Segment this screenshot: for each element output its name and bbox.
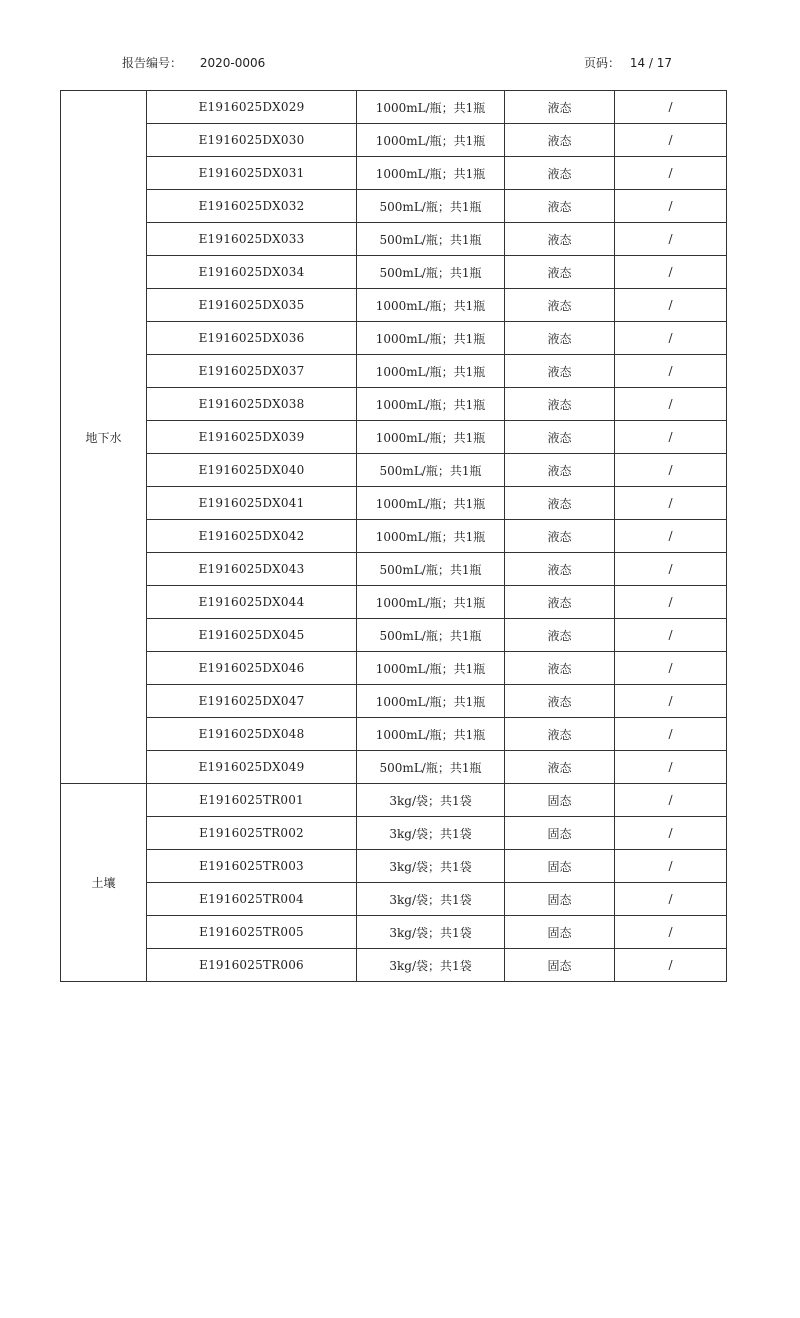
sample-table-body: [61, 91, 727, 982]
sample-quantity-cell: 3kg/袋；共1袋: [357, 883, 505, 916]
sample-remark-cell: /: [615, 256, 727, 289]
sample-state-cell: 液态: [505, 586, 615, 619]
table-row: [61, 190, 727, 223]
sample-remark-cell: /: [615, 487, 727, 520]
sample-code-cell: E1916025DX035: [147, 289, 357, 322]
sample-code-cell: E1916025DX030: [147, 124, 357, 157]
sample-code-cell: E1916025TR001: [147, 784, 357, 817]
table-row: [61, 520, 727, 553]
sample-code-cell: E1916025DX038: [147, 388, 357, 421]
table-row: [61, 751, 727, 784]
table-row: [61, 91, 727, 124]
sample-remark-cell: /: [615, 949, 727, 982]
table-row: [61, 223, 727, 256]
page-number-label: 页码：: [584, 56, 621, 70]
sample-quantity-cell: 1000mL/瓶；共1瓶: [357, 421, 505, 454]
sample-code-cell: E1916025DX036: [147, 322, 357, 355]
table-row: [61, 388, 727, 421]
sample-state-cell: 液态: [505, 256, 615, 289]
sample-remark-cell: /: [615, 718, 727, 751]
sample-state-cell: 固态: [505, 883, 615, 916]
sample-quantity-cell: 500mL/瓶；共1瓶: [357, 751, 505, 784]
table-row: [61, 883, 727, 916]
sample-remark-cell: /: [615, 883, 727, 916]
sample-table: [60, 90, 727, 982]
table-row: [61, 487, 727, 520]
sample-state-cell: 液态: [505, 157, 615, 190]
table-row: [61, 652, 727, 685]
sample-state-cell: 固态: [505, 784, 615, 817]
sample-code-cell: E1916025DX043: [147, 553, 357, 586]
sample-remark-cell: /: [615, 289, 727, 322]
table-row: [61, 553, 727, 586]
sample-code-cell: E1916025DX029: [147, 91, 357, 124]
sample-state-cell: 液态: [505, 718, 615, 751]
table-row: [61, 421, 727, 454]
sample-state-cell: 液态: [505, 553, 615, 586]
sample-quantity-cell: 500mL/瓶；共1瓶: [357, 256, 505, 289]
sample-quantity-cell: 1000mL/瓶；共1瓶: [357, 289, 505, 322]
table-row: [61, 157, 727, 190]
sample-remark-cell: /: [615, 685, 727, 718]
sample-quantity-cell: 500mL/瓶；共1瓶: [357, 619, 505, 652]
report-number-value: 2020-0006: [199, 56, 266, 70]
sample-state-cell: 液态: [505, 322, 615, 355]
sample-state-cell: 固态: [505, 949, 615, 982]
sample-code-cell: E1916025TR002: [147, 817, 357, 850]
sample-remark-cell: /: [615, 91, 727, 124]
sample-category-cell: 地下水: [61, 91, 147, 784]
sample-remark-cell: /: [615, 388, 727, 421]
sample-quantity-cell: 500mL/瓶；共1瓶: [357, 190, 505, 223]
sample-code-cell: E1916025DX042: [147, 520, 357, 553]
sample-quantity-cell: 1000mL/瓶；共1瓶: [357, 652, 505, 685]
table-row: [61, 817, 727, 850]
sample-remark-cell: /: [615, 586, 727, 619]
sample-quantity-cell: 1000mL/瓶；共1瓶: [357, 388, 505, 421]
sample-remark-cell: /: [615, 520, 727, 553]
sample-code-cell: E1916025DX044: [147, 586, 357, 619]
sample-quantity-cell: 1000mL/瓶；共1瓶: [357, 520, 505, 553]
sample-quantity-cell: 500mL/瓶；共1瓶: [357, 553, 505, 586]
sample-code-cell: E1916025DX047: [147, 685, 357, 718]
sample-code-cell: E1916025DX041: [147, 487, 357, 520]
sample-remark-cell: /: [615, 421, 727, 454]
sample-quantity-cell: 1000mL/瓶；共1瓶: [357, 487, 505, 520]
sample-quantity-cell: 3kg/袋；共1袋: [357, 784, 505, 817]
sample-code-cell: E1916025DX049: [147, 751, 357, 784]
table-row: [61, 619, 727, 652]
sample-code-cell: E1916025DX045: [147, 619, 357, 652]
sample-remark-cell: /: [615, 124, 727, 157]
sample-remark-cell: /: [615, 850, 727, 883]
sample-quantity-cell: 1000mL/瓶；共1瓶: [357, 124, 505, 157]
sample-state-cell: 液态: [505, 91, 615, 124]
sample-code-cell: E1916025TR004: [147, 883, 357, 916]
sample-state-cell: 液态: [505, 223, 615, 256]
sample-quantity-cell: 3kg/袋；共1袋: [357, 817, 505, 850]
sample-state-cell: 液态: [505, 619, 615, 652]
sample-quantity-cell: 1000mL/瓶；共1瓶: [357, 91, 505, 124]
sample-code-cell: E1916025TR005: [147, 916, 357, 949]
table-row: [61, 718, 727, 751]
sample-quantity-cell: 1000mL/瓶；共1瓶: [357, 718, 505, 751]
sample-code-cell: E1916025DX048: [147, 718, 357, 751]
report-number-label: 报告编号：: [122, 56, 183, 70]
sample-quantity-cell: 500mL/瓶；共1瓶: [357, 223, 505, 256]
page-number: [584, 54, 672, 71]
table-row: [61, 850, 727, 883]
table-row: [61, 454, 727, 487]
sample-code-cell: E1916025DX039: [147, 421, 357, 454]
sample-code-cell: E1916025DX034: [147, 256, 357, 289]
sample-quantity-cell: 500mL/瓶；共1瓶: [357, 454, 505, 487]
sample-remark-cell: /: [615, 223, 727, 256]
table-row: [61, 124, 727, 157]
table-row: [61, 784, 727, 817]
sample-code-cell: E1916025DX040: [147, 454, 357, 487]
sample-category-cell: 土壤: [61, 784, 147, 982]
sample-quantity-cell: 1000mL/瓶；共1瓶: [357, 157, 505, 190]
table-row: [61, 355, 727, 388]
sample-state-cell: 液态: [505, 355, 615, 388]
sample-remark-cell: /: [615, 652, 727, 685]
sample-remark-cell: /: [615, 784, 727, 817]
sample-code-cell: E1916025DX037: [147, 355, 357, 388]
sample-remark-cell: /: [615, 817, 727, 850]
table-row: [61, 289, 727, 322]
sample-quantity-cell: 3kg/袋；共1袋: [357, 850, 505, 883]
sample-state-cell: 液态: [505, 751, 615, 784]
page-number-value: 14 / 17: [629, 56, 673, 70]
sample-state-cell: 液态: [505, 520, 615, 553]
sample-remark-cell: /: [615, 355, 727, 388]
sample-remark-cell: /: [615, 454, 727, 487]
sample-state-cell: 液态: [505, 454, 615, 487]
sample-code-cell: E1916025DX046: [147, 652, 357, 685]
sample-remark-cell: /: [615, 322, 727, 355]
sample-state-cell: 固态: [505, 916, 615, 949]
sample-state-cell: 固态: [505, 817, 615, 850]
sample-state-cell: 液态: [505, 124, 615, 157]
sample-code-cell: E1916025DX032: [147, 190, 357, 223]
table-row: [61, 916, 727, 949]
sample-remark-cell: /: [615, 157, 727, 190]
sample-quantity-cell: 1000mL/瓶；共1瓶: [357, 322, 505, 355]
sample-quantity-cell: 1000mL/瓶；共1瓶: [357, 685, 505, 718]
sample-quantity-cell: 3kg/袋；共1袋: [357, 949, 505, 982]
sample-remark-cell: /: [615, 751, 727, 784]
sample-state-cell: 固态: [505, 850, 615, 883]
table-row: [61, 949, 727, 982]
sample-quantity-cell: 1000mL/瓶；共1瓶: [357, 355, 505, 388]
sample-state-cell: 液态: [505, 652, 615, 685]
report-number: [122, 54, 265, 71]
table-row: [61, 322, 727, 355]
sample-code-cell: E1916025DX033: [147, 223, 357, 256]
sample-quantity-cell: 1000mL/瓶；共1瓶: [357, 586, 505, 619]
sample-state-cell: 液态: [505, 388, 615, 421]
table-row: [61, 586, 727, 619]
sample-remark-cell: /: [615, 916, 727, 949]
sample-remark-cell: /: [615, 619, 727, 652]
sample-state-cell: 液态: [505, 487, 615, 520]
sample-code-cell: E1916025TR006: [147, 949, 357, 982]
sample-state-cell: 液态: [505, 289, 615, 322]
sample-remark-cell: /: [615, 190, 727, 223]
sample-code-cell: E1916025TR003: [147, 850, 357, 883]
sample-code-cell: E1916025DX031: [147, 157, 357, 190]
sample-remark-cell: /: [615, 553, 727, 586]
table-row: [61, 256, 727, 289]
sample-state-cell: 液态: [505, 190, 615, 223]
table-row: [61, 685, 727, 718]
sample-quantity-cell: 3kg/袋；共1袋: [357, 916, 505, 949]
sample-state-cell: 液态: [505, 685, 615, 718]
sample-state-cell: 液态: [505, 421, 615, 454]
